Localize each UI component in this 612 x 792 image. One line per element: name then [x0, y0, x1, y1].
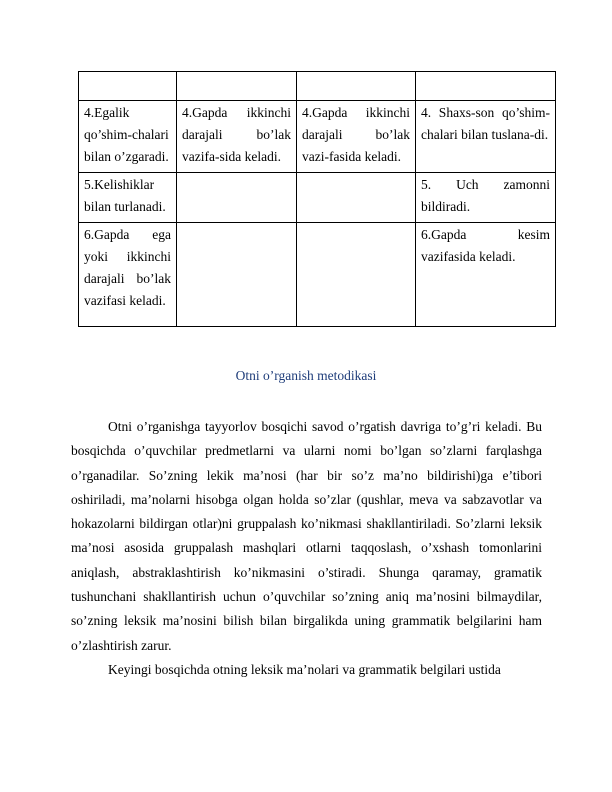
cell-text: 5.Kelishiklar bilan turlanadi. [84, 177, 166, 214]
table-cell [79, 223, 177, 327]
table-cell [297, 72, 416, 101]
table-cell [177, 72, 297, 101]
cell-text: 4.Gapda ikkinchi darajali bo’lak vazifa-sida keladi. [182, 105, 291, 164]
table-cell [79, 173, 177, 223]
table-cell [79, 72, 177, 101]
cell-text: 6.Gapda kesim vazifasida keladi. [421, 227, 550, 264]
comparison-table [78, 71, 556, 327]
cell-text: 4. Shaxs-son qo’shim-chalari bilan tuslana-di. [421, 105, 550, 142]
table-cell [297, 173, 416, 223]
table-row [79, 223, 556, 327]
table-cell [79, 101, 177, 173]
cell-text: 4.Egalik qo’shim-chalari bilan o’zgaradi. [84, 105, 169, 164]
cell-text: 6.Gapda ega yoki ikkinchi darajali bo’lak vazifasi keladi. [84, 227, 171, 308]
paragraph: Otni o’rganishga tayyorlov bosqichi savod o’rgatish davriga to’g’ri keladi. Bu bosqichda o’quvchilar predmetlarni va ularni nomi bo’lgan so’zlarni farqlashga o’rganadilar. So’zning lekik ma’nosi (har bir so’z ma’no bildirishi)ga e’tibori oshiriladi, ma’nolarni hisobga olgan holda so’zlar (qushlar, meva va sabzavotlar va hokazolarni bildirgan otlar)ni gruppalash ko’nikmasi shakllantiriladi. So’zlarni leksik ma’nosi asosida gruppalash mashqlari otlarni taqqoslash, o’xshash tomonlarini aniqlash, abstraklashtirish ko’nikmasini o’stiradi. Shunga qaramay, gramatik tushunchani shakllantirish uchun o’quvchilar so’zning aniq ma’nosini bilmaydilar, so’zning leksik ma’nosini bilish bilan birgalikda uning grammatik belgilarini ham o’zlashtirish zarur. [71, 419, 542, 653]
paragraph: Keyingi bosqichda otning leksik ma’nolari va grammatik belgilari ustida [108, 661, 501, 677]
section-heading: Otni o’rganish metodikasi [235, 368, 377, 383]
body-text [71, 415, 542, 682]
table-cell [177, 223, 297, 327]
table-header-row [79, 72, 556, 101]
table-cell [177, 101, 297, 173]
table-cell [177, 173, 297, 223]
table-cell [416, 101, 556, 173]
table-cell [297, 223, 416, 327]
table-row [79, 101, 556, 173]
table-cell [416, 173, 556, 223]
table-row [79, 173, 556, 223]
cell-text: 5. Uch zamonni bildiradi. [421, 177, 550, 214]
table-cell [297, 101, 416, 173]
table-cell [416, 223, 556, 327]
table-cell [416, 72, 556, 101]
cell-text: 4.Gapda ikkinchi darajali bo’lak vazi-fasida keladi. [302, 105, 410, 164]
